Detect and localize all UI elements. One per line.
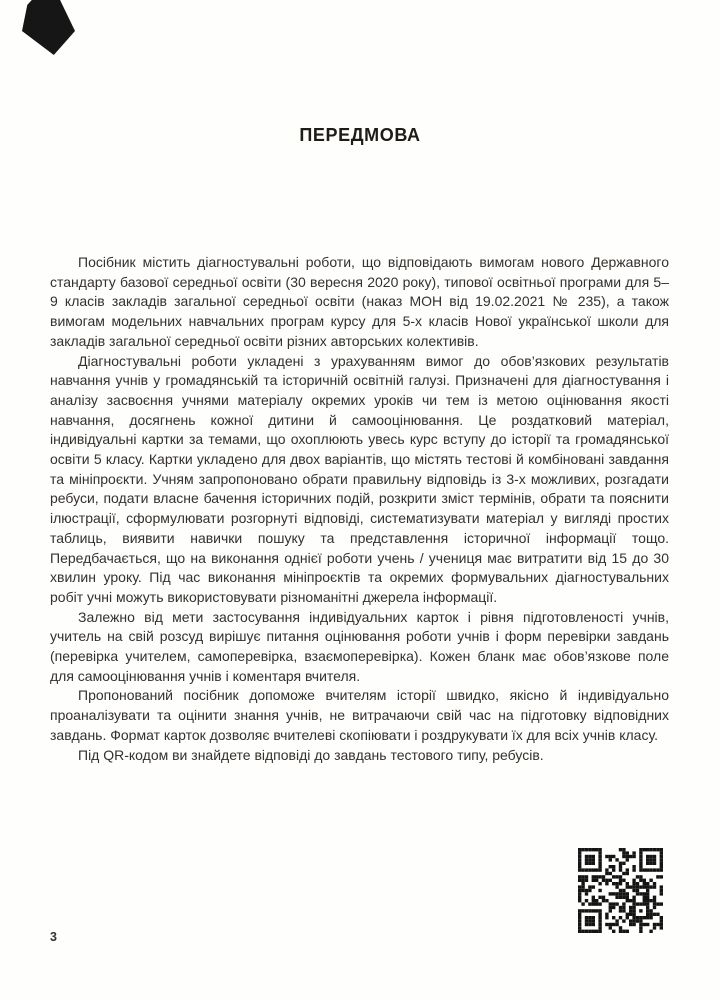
paragraph: Діагностувальні роботи укладені з урахуванням вимог до обов’язкових результатів навчання учнів у громадянській та історичній освітній галузі. Призначені для діагностування і аналізу засвоєння учнями матеріалу окремих уроків чи тем із метою оцінювання якості навчання, досягнень кожної дитини й самооцінювання. Це роздатковий матеріал, індивідуальні картки за темами, що охоплюють увесь курс вступу до історії та громадянської освіти 5 класу. Картки укладено для двох варіантів, що містять тестові й комбіновані завдання та мініпроєкти. Учням запропоновано обрати правильну відповідь із 3-х можливих, розгадати ребуси, подати власне бачення історичних подій, розкрити зміст термінів, обрати та пояснити ілюстрації, сформулювати розгорнуті відповіді, систематизувати матеріал у вигляді простих таблиць, виявити навички пошуку та представлення історичної інформації тощо. Передбачається, що на виконання однієї роботи учень / учениця має витратити від 15 до 30 хвилин уроку. Під час виконання мініпроєктів та окремих формувальних діагностувальних робіт учні можуть використовувати різноманітні джерела інформації. bbox=[50, 352, 669, 605]
qr-code-svg bbox=[578, 848, 663, 933]
page-title: ПЕРЕДМОВА bbox=[299, 125, 421, 146]
page-number: 3 bbox=[50, 930, 57, 944]
paragraph: Посібник містить діагностувальні роботи, що відповідають вимогам нового Державного стандарту базової середньої освіти (30 вересня 2020 року), типової освітньої програми для 5–9 класів закладів загальної середньої освіти (наказ МОН від 19.02.2021 № 235), а також вимогам модельних навчальних програм курсу для 5-х класів Нової української школи для закладів загальної середньої освіти різних авторських колективів. bbox=[50, 254, 669, 349]
preface-text bbox=[50, 253, 669, 765]
paragraph: Під QR-кодом ви знайдете відповіді до завдань тестового типу, ребусів. bbox=[78, 746, 544, 763]
scan-corner-artifact bbox=[22, 0, 75, 55]
paragraph: Пропонований посібник допоможе вчителям історії швидко, якісно й індивідуально проаналізувати та оцінити знання учнів, не витрачаючи свій час на підготовку відповідних завдань. Формат карток дозволяє вчителеві скопіювати і роздрукувати їх для всіх учнів класу. bbox=[50, 687, 669, 743]
qr-code bbox=[578, 848, 663, 933]
paragraph: Залежно від мети застосування індивідуальних карток і рівня підготовленості учнів, учитель на свій розсуд вирішує питання оцінювання роботи учнів і форм перевірки завдань (перевірка учителем, самоперевірка, взаємоперевірка). Кожен бланк має обов’язкове поле для самооцінювання учнів і коментаря вчителя. bbox=[50, 608, 669, 684]
